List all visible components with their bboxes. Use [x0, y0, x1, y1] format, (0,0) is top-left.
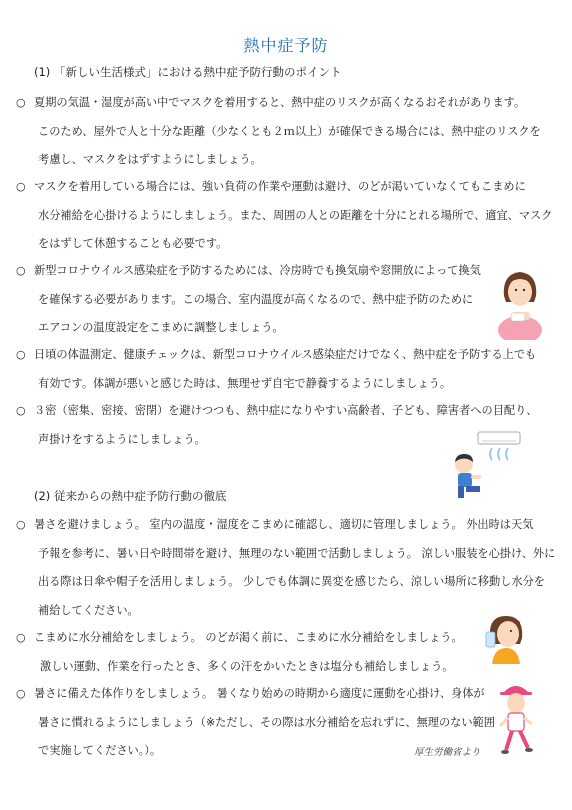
woman-drinking-water-icon — [480, 610, 530, 668]
list-item — [16, 257, 481, 343]
item-line: 激しい運動、作業を行ったとき、多くの汗をかいたときは塩分も補給しましょう。 — [40, 659, 454, 673]
bullet-circle: ○ — [16, 264, 26, 277]
section1-heading: (1) 「新しい生活様式」における熱中症予防行動のポイント — [34, 65, 342, 79]
woman-walking-icon — [494, 680, 538, 758]
item-line: 暑さを避けましょう。 室内の温度・湿度をこまめに確認し、適切に管理しましょう。 外出時は天気 — [34, 518, 534, 531]
item-line: エアコンの温度設定をこまめに調整しましょう。 — [38, 321, 284, 334]
list-item — [16, 341, 536, 398]
item-line: こまめに水分補給をしましょう。 のどが渇く前に、こまめに水分補給をしましょう。 — [34, 631, 463, 644]
bullet-circle: ○ — [16, 404, 26, 417]
item-line: 出る際は日傘や帽子を活用しましょう。 少しでも体調に異変を感じたら、涼しい場所に移動し水分を — [38, 575, 545, 588]
source-credit: 厚生労働省より — [414, 747, 481, 758]
item-line: 新型コロナウイルス感染症を予防するためには、冷房時でも換気扇や窓開放によって換気 — [34, 264, 481, 277]
list-item — [16, 89, 541, 175]
bullet-circle: ○ — [16, 687, 26, 700]
item-line: 補給してください。 — [38, 603, 139, 617]
item-line: このため、屋外で人と十分な距離（少なくとも２ｍ以上）が確保できる場合には、熱中症のリスクを — [38, 124, 541, 138]
item-line: 声掛けをするようにしましょう。 — [38, 432, 206, 446]
bullet-circle: ○ — [16, 180, 26, 193]
item-line: 暑さに備えた体作りをしましょう。 暑くなり始めの時期から適度に運動を心掛け、身体が — [34, 687, 485, 700]
item-line: 予報を参考に、暑い日や時間帯を避け、無理のない範囲で活動しましょう。 涼しい服装を心掛け、外に — [38, 546, 556, 560]
item-line: 夏期の気温・湿度が高い中でマスクを着用すると、熱中症のリスクが高くなるおそれがあります。 — [34, 96, 526, 109]
item-line: 暑さに慣れるようにしましょう（※ただし、その際は水分補給を忘れずに、無理のない範囲 — [38, 715, 495, 729]
item-line: 日頃の体温測定、健康チェックは、新型コロナウイルス感染症だけでなく、熱中症を予防する上でも — [34, 348, 537, 361]
item-line: マスクを着用している場合には、強い負荷の作業や運動は避け、のどが渇いていなくてもこまめに — [34, 180, 526, 193]
item-line: で実施してください。）。 — [38, 744, 162, 757]
list-item — [16, 173, 552, 259]
item-line: 水分補給を心掛けるようにしましょう。また、周囲の人との距離を十分にとれる場所で、適宜、マスク — [38, 208, 553, 222]
page-title: 熱中症予防 — [243, 36, 329, 55]
item-line: ３密（密集、密接、密閉）を避けつつも、熱中症になりやすい高齢者、子ども、障害者への目配り、 — [34, 404, 538, 417]
item-line: 有効です。体調が悪いと感じた時は、無理せず自宅で静養するようにしましょう。 — [38, 376, 452, 390]
item-line: をはずして休憩することも必要です。 — [38, 237, 228, 250]
list-item — [16, 511, 555, 625]
section2-heading: (2) 従来からの熱中症予防行動の徹底 — [34, 489, 227, 503]
bullet-circle: ○ — [16, 518, 26, 531]
bullet-circle: ○ — [16, 96, 26, 109]
bullet-circle: ○ — [16, 631, 26, 644]
bullet-circle: ○ — [16, 348, 26, 361]
list-item — [16, 624, 463, 681]
child-under-aircon-icon — [448, 430, 522, 502]
woman-with-mask-icon — [494, 266, 546, 340]
item-line: 考慮し、マスクをはずすようにしましょう。 — [38, 153, 262, 166]
item-line: を確保する必要があります。この場合、室内温度が高くなるので、熱中症予防のために — [38, 292, 474, 306]
